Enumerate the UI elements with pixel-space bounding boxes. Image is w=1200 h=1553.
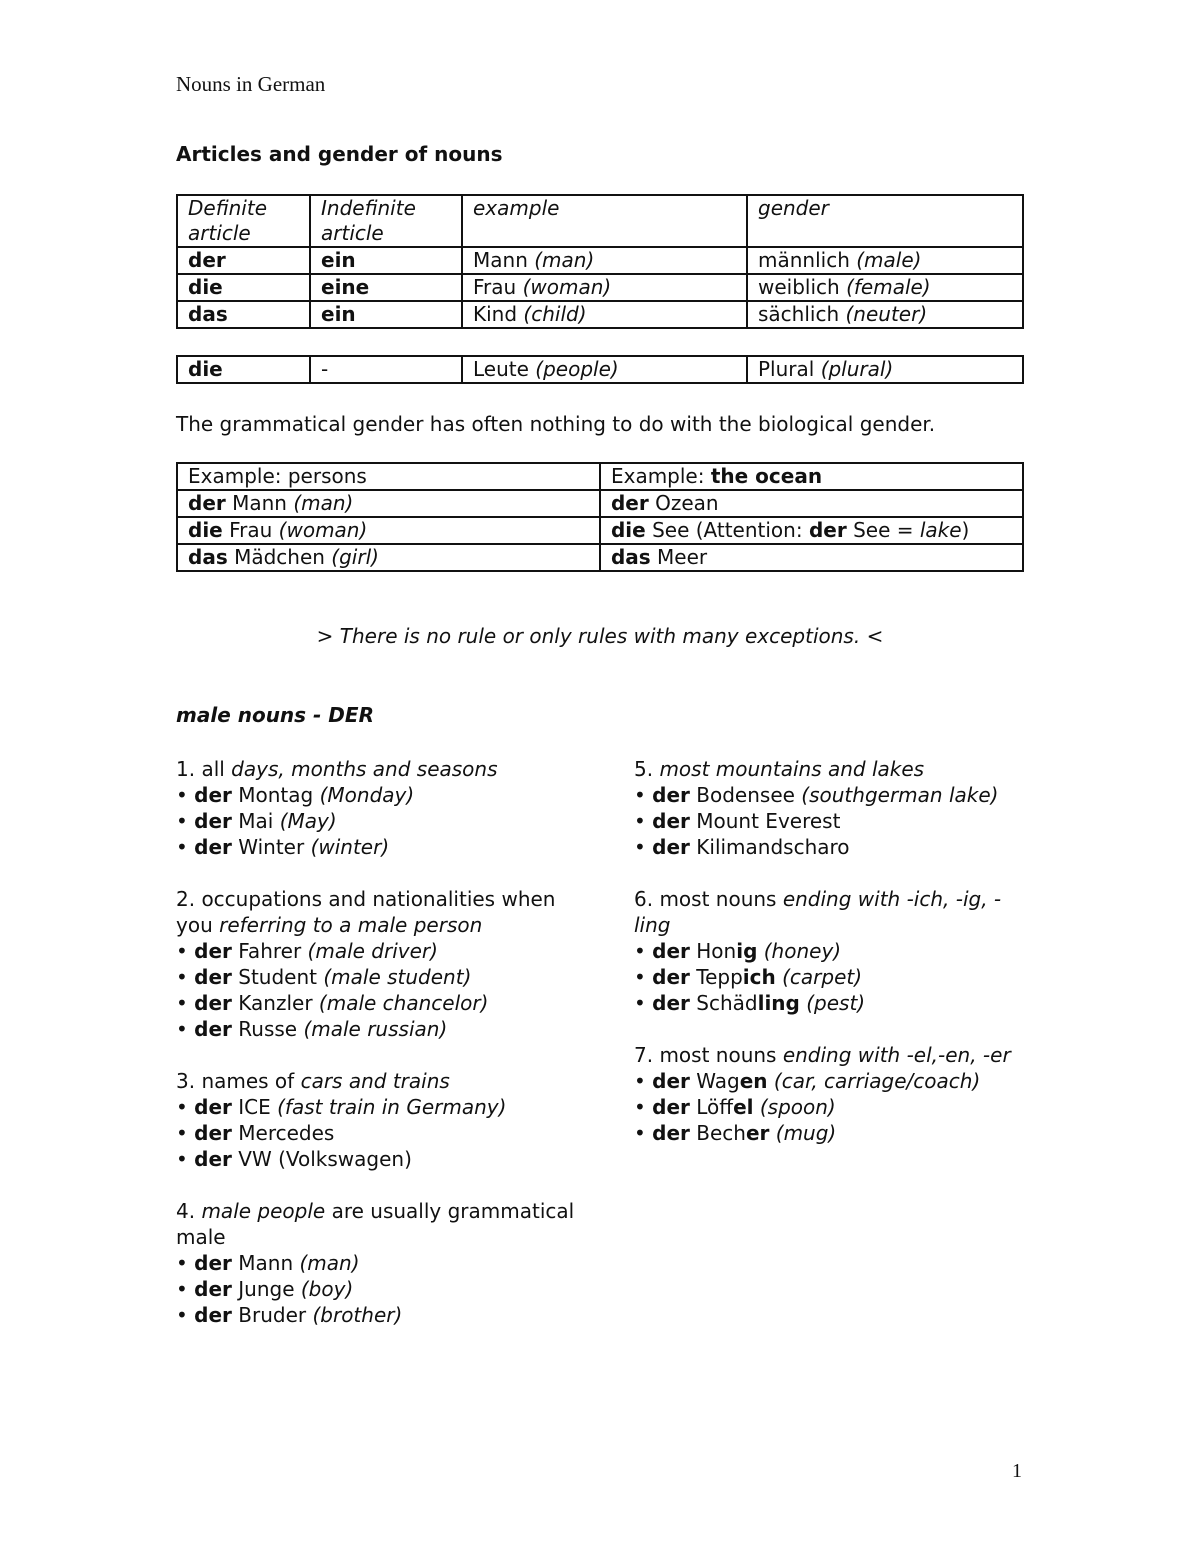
example-cell — [462, 274, 747, 301]
example-cell — [462, 301, 747, 328]
group-topic: days, months and seasons — [231, 757, 498, 781]
noun-suffix: el — [733, 1095, 754, 1119]
translation: (male chancelor) — [318, 991, 489, 1015]
list-item: • der Teppich (carpet) — [634, 965, 863, 989]
example-cell — [462, 247, 747, 274]
noun: See (Attention: — [652, 518, 803, 542]
list-item: • der ICE (fast train in Germany) — [176, 1095, 507, 1119]
left-column — [176, 756, 576, 1354]
definite-cell: die — [177, 356, 310, 383]
noun-stem: Schäd — [696, 991, 758, 1015]
article: der — [652, 835, 690, 859]
noun: Winter — [238, 835, 305, 859]
definite-cell: die — [177, 274, 310, 301]
list-item: • der Löffel (spoon) — [634, 1095, 836, 1119]
noun-stem: Tepp — [696, 965, 743, 989]
gender-cell — [747, 356, 1023, 383]
article: der — [808, 518, 847, 542]
group-male-people — [176, 1198, 576, 1328]
table-row — [177, 490, 1023, 517]
list-item: • der Wagen (car, carriage/coach) — [634, 1069, 981, 1093]
group-number: 1. all — [176, 757, 225, 781]
list-item: • der Russe (male russian) — [176, 1017, 448, 1041]
group-number: 6. most nouns — [634, 887, 777, 911]
article: der — [652, 1095, 690, 1119]
translation: (spoon) — [759, 1095, 836, 1119]
list-item: • der Mai (May) — [176, 809, 337, 833]
article: der — [652, 991, 690, 1015]
list-item: • der Junge (boy) — [176, 1277, 354, 1301]
translation: (girl) — [331, 545, 379, 569]
header-indefinite: Indefinite article — [310, 195, 462, 247]
translation: (winter) — [310, 835, 390, 859]
translation: (car, carriage/coach) — [773, 1069, 981, 1093]
gender-translation: (plural) — [820, 357, 894, 381]
list-item: • der Winter (winter) — [176, 835, 390, 859]
translation: (fast train in Germany) — [277, 1095, 507, 1119]
gender-cell — [747, 301, 1023, 328]
list-item: • der Schädling (pest) — [634, 991, 866, 1015]
translation: (male student) — [323, 965, 472, 989]
gender-translation: (female) — [846, 275, 931, 299]
article: der — [194, 809, 232, 833]
noun: Mercedes — [238, 1121, 335, 1145]
group-heading — [634, 1042, 1024, 1068]
indefinite-cell: - — [310, 356, 462, 383]
table-row — [177, 356, 1023, 383]
noun: Meer — [657, 545, 708, 569]
translation: (man) — [299, 1251, 360, 1275]
article: der — [610, 491, 649, 515]
list-item: • der Honig (honey) — [634, 939, 842, 963]
group-ich-ig-ling — [634, 886, 1024, 1016]
table-row — [177, 517, 1023, 544]
article: der — [194, 1121, 232, 1145]
right-column — [634, 756, 1024, 1172]
group-heading — [634, 756, 1024, 782]
example-word: Leute — [473, 357, 529, 381]
example-translation: (people) — [535, 357, 619, 381]
table-row — [177, 301, 1023, 328]
article: der — [194, 1017, 232, 1041]
translation: (May) — [279, 809, 337, 833]
plural-table — [176, 355, 1024, 384]
examples-table — [176, 462, 1024, 572]
article: der — [194, 1251, 232, 1275]
group-heading — [634, 886, 1024, 938]
ocean-cell — [600, 544, 1023, 571]
noun: Kanzler — [238, 991, 313, 1015]
noun: Mädchen — [234, 545, 325, 569]
group-topic: most mountains and lakes — [659, 757, 925, 781]
gender-word: sächlich — [758, 302, 840, 326]
translation: (brother) — [312, 1303, 403, 1327]
page-number: 1 — [1012, 1460, 1022, 1482]
article: der — [652, 939, 690, 963]
persons-cell — [177, 544, 600, 571]
translation: (carpet) — [782, 965, 863, 989]
article: der — [194, 939, 232, 963]
noun-suffix: ling — [757, 991, 800, 1015]
example-cell — [462, 356, 747, 383]
header-gender: gender — [747, 195, 1023, 247]
translation: (southgerman lake) — [801, 783, 999, 807]
article: der — [652, 783, 690, 807]
noun: Frau — [229, 518, 273, 542]
ocean-cell — [600, 490, 1023, 517]
group-rest: are usually grammatical male — [176, 1199, 575, 1249]
noun-suffix: er — [745, 1121, 770, 1145]
male-nouns-heading: male nouns - DER — [176, 703, 374, 727]
translation: (male driver) — [307, 939, 438, 963]
translation: (pest) — [806, 991, 866, 1015]
noun: VW (Volkswagen) — [238, 1147, 412, 1171]
translation: (man) — [293, 491, 354, 515]
group-number: 3. names of — [176, 1069, 295, 1093]
group-topic: ending with -el,-en, -er — [782, 1043, 1011, 1067]
article: der — [194, 1095, 232, 1119]
group-cars — [176, 1068, 576, 1172]
translation: (Monday) — [319, 783, 415, 807]
gender-word: Plural — [758, 357, 815, 381]
section-title: Articles and gender of nouns — [176, 142, 503, 166]
article: die — [188, 518, 223, 542]
group-number: 2. occupations and nationalities when you — [176, 887, 556, 937]
article: der — [194, 835, 232, 859]
noun-stem: Löff — [696, 1095, 734, 1119]
example-word: Frau — [473, 275, 517, 299]
list-item: • der Bruder (brother) — [176, 1303, 403, 1327]
article: das — [610, 545, 651, 569]
article: das — [188, 545, 228, 569]
noun: Ozean — [655, 491, 719, 515]
noun-suffix: ich — [742, 965, 776, 989]
group-heading — [176, 1068, 576, 1094]
table-header-row — [177, 463, 1023, 490]
article: der — [188, 491, 226, 515]
article: der — [194, 965, 232, 989]
noun: Russe — [238, 1017, 298, 1041]
translation: (honey) — [763, 939, 842, 963]
indefinite-cell: ein — [310, 301, 462, 328]
noun-suffix: en — [739, 1069, 768, 1093]
list-item: • der Fahrer (male driver) — [176, 939, 438, 963]
ocean-cell — [600, 517, 1023, 544]
page-header: Nouns in German — [176, 72, 326, 96]
table-row — [177, 274, 1023, 301]
group-heading — [176, 756, 576, 782]
closing-paren: ) — [961, 518, 970, 542]
persons-cell — [177, 517, 600, 544]
noun: Student — [238, 965, 317, 989]
list-item: • der Kilimandscharo — [634, 835, 850, 859]
gender-word: männlich — [758, 248, 850, 272]
translation: (boy) — [300, 1277, 354, 1301]
header-example: example — [462, 195, 747, 247]
list-item: • der Montag (Monday) — [176, 783, 415, 807]
noun: See = — [853, 518, 914, 542]
group-topic: ending with -ich, -ig, -ling — [634, 887, 1002, 937]
example-word: Mann — [473, 248, 528, 272]
header-definite: Definite article — [177, 195, 310, 247]
list-item: • der Becher (mug) — [634, 1121, 837, 1145]
articles-table — [176, 194, 1024, 329]
noun-stem: Wag — [696, 1069, 740, 1093]
example-translation: (woman) — [522, 275, 612, 299]
gender-cell — [747, 274, 1023, 301]
group-el-en-er — [634, 1042, 1024, 1146]
article: der — [652, 965, 690, 989]
translation: (male russian) — [303, 1017, 448, 1041]
gender-sentence: The grammatical gender has often nothing to do with the biological gender. — [176, 412, 936, 436]
noun-suffix: ig — [736, 939, 758, 963]
noun: Junge — [238, 1277, 295, 1301]
group-heading — [176, 886, 576, 938]
header-persons: Example: persons — [177, 463, 600, 490]
group-heading — [176, 1198, 576, 1250]
list-item: • der Mann (man) — [176, 1251, 360, 1275]
list-item: • der Student (male student) — [176, 965, 472, 989]
example-translation: (child) — [523, 302, 587, 326]
translation: lake — [919, 518, 962, 542]
noun: Fahrer — [238, 939, 302, 963]
noun-stem: Hon — [696, 939, 737, 963]
noun: Kilimandscharo — [696, 835, 850, 859]
table-row — [177, 247, 1023, 274]
example-word: Kind — [473, 302, 518, 326]
list-item: • der Kanzler (male chancelor) — [176, 991, 489, 1015]
group-number: 7. most nouns — [634, 1043, 777, 1067]
table-row — [177, 544, 1023, 571]
definite-cell: das — [177, 301, 310, 328]
noun: Bodensee — [696, 783, 795, 807]
header-bold: the ocean — [710, 464, 823, 488]
list-item: • der Bodensee (southgerman lake) — [634, 783, 999, 807]
noun: Bruder — [238, 1303, 307, 1327]
definite-cell: der — [177, 247, 310, 274]
group-occupations — [176, 886, 576, 1042]
gender-translation: (neuter) — [845, 302, 928, 326]
noun: ICE — [238, 1095, 271, 1119]
table-header-row — [177, 195, 1023, 247]
translation: (woman) — [278, 518, 368, 542]
list-item: • der Mount Everest — [634, 809, 841, 833]
noun: Mount Everest — [696, 809, 841, 833]
noun: Mann — [232, 491, 287, 515]
header-prefix: Example: — [610, 464, 705, 488]
noun: Mai — [238, 809, 274, 833]
noun-stem: Bech — [696, 1121, 746, 1145]
rule-note: > There is no rule or only rules with many exceptions. < — [316, 624, 884, 648]
article: der — [194, 1277, 232, 1301]
group-number: 5. — [634, 757, 654, 781]
gender-cell — [747, 247, 1023, 274]
group-mountains — [634, 756, 1024, 860]
article: der — [194, 1303, 232, 1327]
list-item: • der VW (Volkswagen) — [176, 1147, 412, 1171]
article: der — [194, 1147, 232, 1171]
article: der — [194, 991, 232, 1015]
article: der — [652, 809, 690, 833]
indefinite-cell: ein — [310, 247, 462, 274]
indefinite-cell: eine — [310, 274, 462, 301]
group-topic: male people — [201, 1199, 326, 1223]
noun: Mann — [238, 1251, 294, 1275]
group-topic: cars and trains — [300, 1069, 450, 1093]
group-topic: referring to a male person — [219, 913, 483, 937]
gender-translation: (male) — [856, 248, 922, 272]
article: die — [610, 518, 646, 542]
list-item: • der Mercedes — [176, 1121, 335, 1145]
header-ocean — [600, 463, 1023, 490]
translation: (mug) — [775, 1121, 837, 1145]
example-translation: (man) — [534, 248, 595, 272]
article: der — [652, 1069, 690, 1093]
noun: Montag — [238, 783, 314, 807]
gender-word: weiblich — [758, 275, 840, 299]
persons-cell — [177, 490, 600, 517]
article: der — [194, 783, 232, 807]
group-days — [176, 756, 576, 860]
group-number: 4. — [176, 1199, 196, 1223]
article: der — [652, 1121, 690, 1145]
